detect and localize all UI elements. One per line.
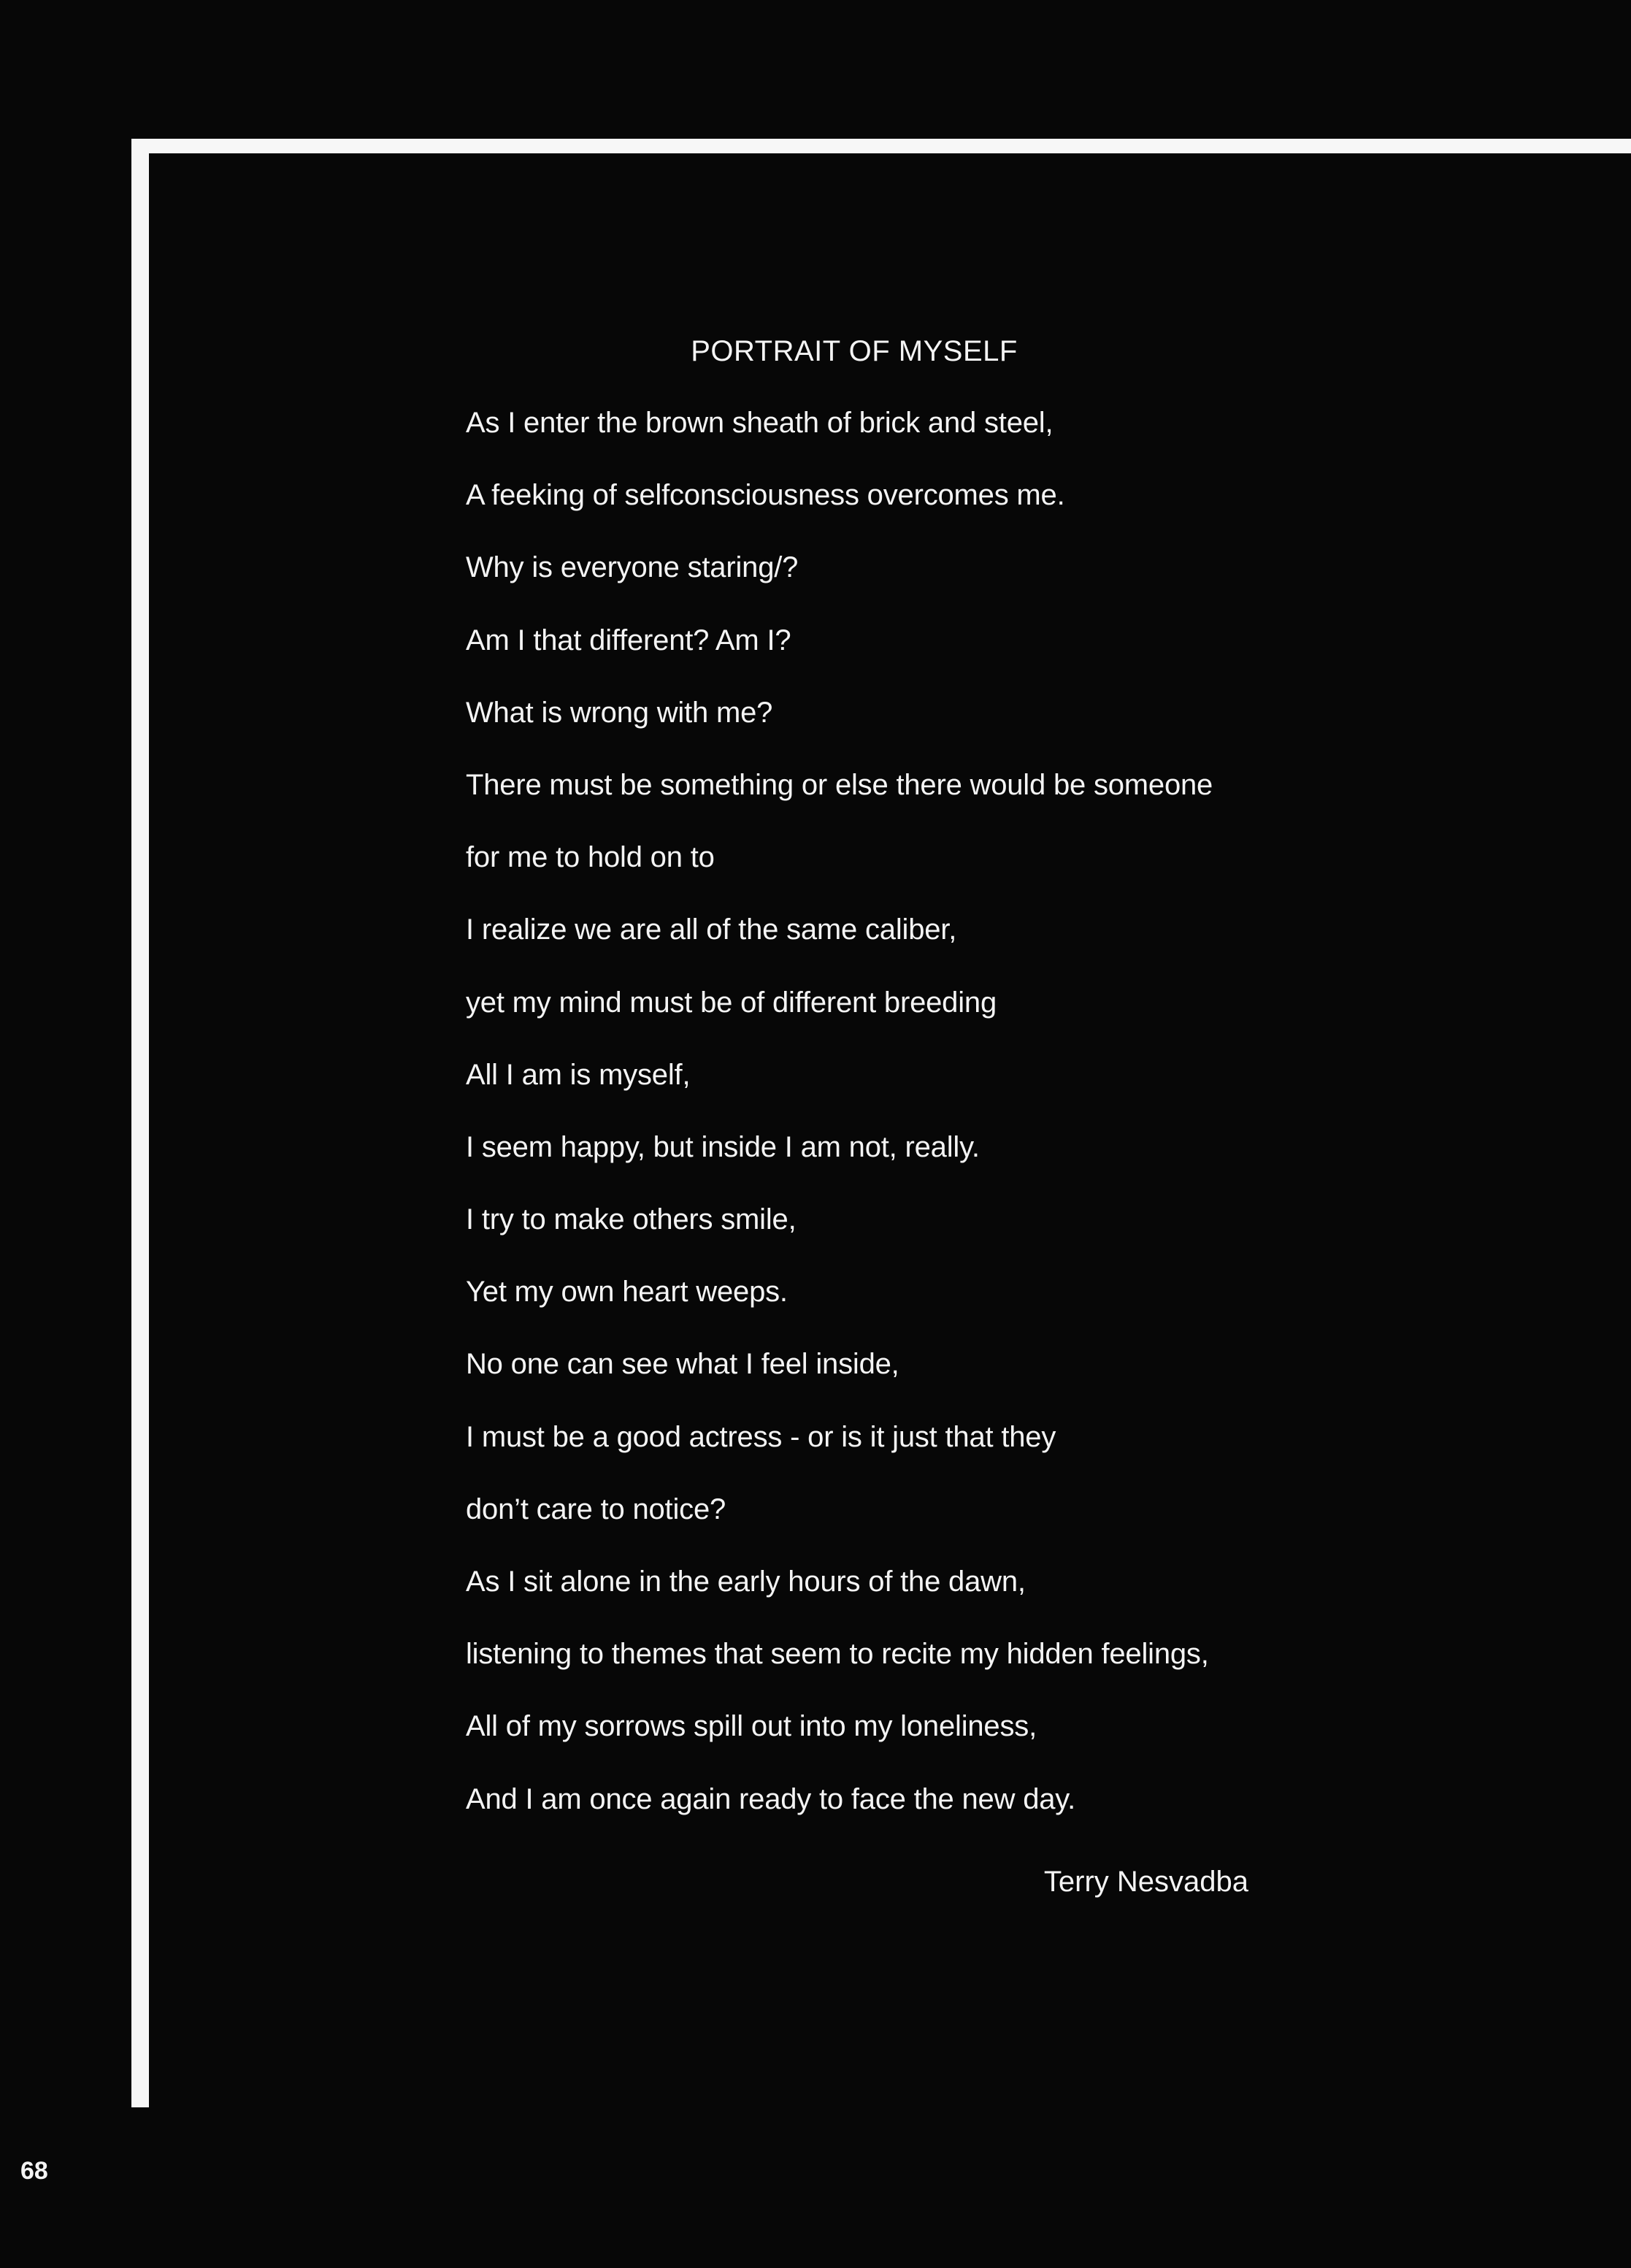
poem-line: No one can see what I feel inside, bbox=[466, 1348, 899, 1381]
poem-line: yet my mind must be of different breeding bbox=[466, 986, 997, 1019]
page-number: 68 bbox=[20, 2157, 48, 2185]
poem-line: Why is everyone staring/? bbox=[466, 551, 799, 584]
frame-top-rule bbox=[131, 139, 1631, 153]
poem-line: All of my sorrows spill out into my loneliness, bbox=[466, 1710, 1037, 1743]
poem bbox=[466, 329, 1283, 1849]
poem-line: I seem happy, but inside I am not, really. bbox=[466, 1130, 980, 1163]
poem-title: PORTRAIT OF MYSELF bbox=[691, 335, 1018, 367]
poem-line: Am I that different? Am I? bbox=[466, 624, 791, 656]
poem-author: Terry Nesvadba bbox=[1043, 1866, 1248, 1898]
frame-left-rule bbox=[131, 139, 149, 2107]
poem-line: I must be a good actress - or is it just that they bbox=[466, 1420, 1056, 1453]
poem-line: As I sit alone in the early hours of the dawn, bbox=[466, 1566, 1026, 1598]
poem-line: All I am is myself, bbox=[466, 1058, 691, 1091]
poem-line: There must be something or else there would be someone bbox=[466, 768, 1213, 801]
poem-line: What is wrong with me? bbox=[466, 696, 773, 729]
poem-line: As I enter the brown sheath of brick and steel, bbox=[466, 407, 1054, 439]
poem-line: Yet my own heart weeps. bbox=[466, 1276, 788, 1309]
poem-line: And I am once again ready to face the new day. bbox=[466, 1782, 1076, 1815]
poem-line: don’t care to notice? bbox=[466, 1493, 726, 1525]
poem-line: listening to themes that seem to recite my hidden feelings, bbox=[466, 1638, 1209, 1671]
poem-line: for me to hold on to bbox=[466, 841, 715, 874]
poem-line: I realize we are all of the same caliber, bbox=[466, 913, 957, 946]
poem-line: I try to make others smile, bbox=[466, 1203, 797, 1236]
poem-line: A feeking of selfconsciousness overcomes me. bbox=[466, 479, 1065, 512]
